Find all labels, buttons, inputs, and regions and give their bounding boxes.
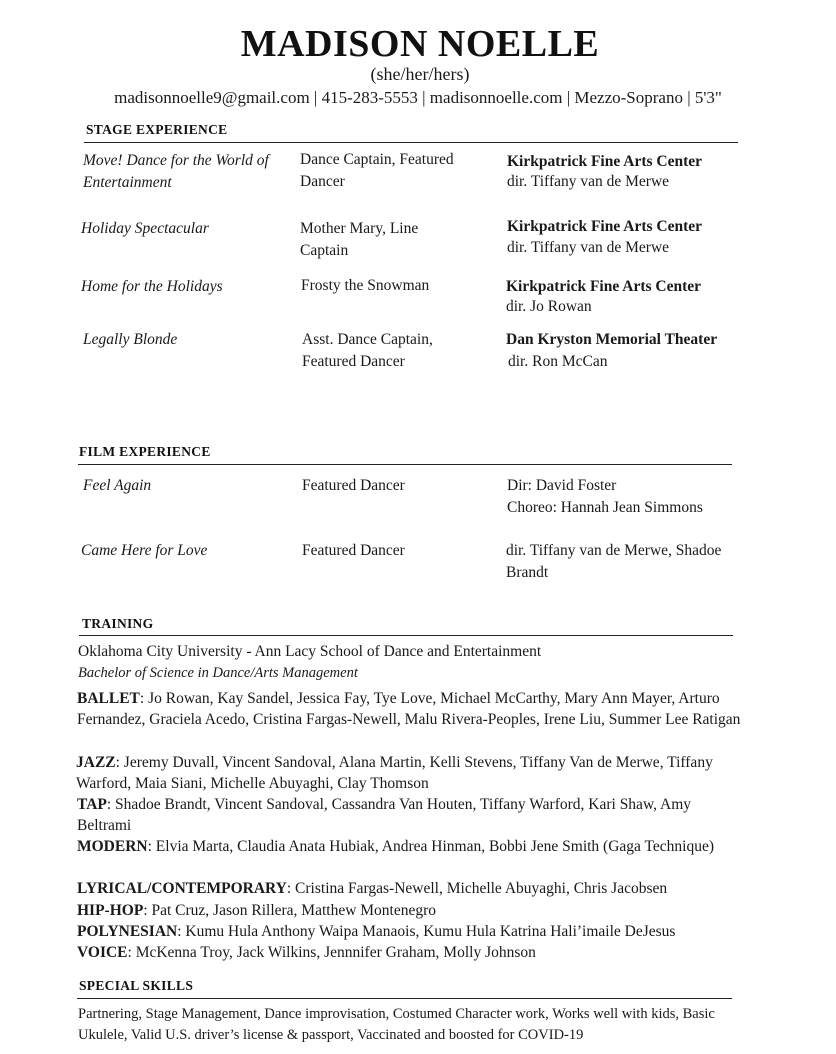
pronouns: (she/her/hers) [370, 64, 470, 84]
role: Dance Captain, Featured Dancer [300, 151, 454, 190]
teachers: : Pat Cruz, Jason Rillera, Matthew Montenegro [143, 902, 437, 919]
role: Asst. Dance Captain, Featured Dancer [302, 331, 433, 370]
director: dir. Jo Rowan [506, 298, 592, 315]
production-title: Home for the Holidays [81, 278, 223, 295]
training-divider [79, 635, 733, 636]
style-label: LYRICAL/CONTEMPORARY [77, 880, 287, 897]
choreographer: Choreo: Hannah Jean Simmons [507, 499, 703, 516]
style-label: VOICE [77, 944, 128, 961]
role: Mother Mary, Line Captain [300, 220, 419, 259]
film-title: Feel Again [83, 477, 152, 494]
role: Featured Dancer [302, 542, 405, 559]
training-heading: TRAINING [82, 616, 154, 631]
training-style [77, 878, 742, 899]
resume-name: MADISON NOELLE [240, 23, 600, 65]
degree: Bachelor of Science in Dance/Arts Management [78, 665, 358, 681]
venue: Kirkpatrick Fine Arts Center [507, 218, 703, 235]
training-style [77, 794, 742, 836]
style-label: POLYNESIAN [77, 923, 178, 940]
style-label: BALLET [77, 690, 140, 707]
director: Dir: David Foster [507, 477, 617, 494]
training-style [76, 752, 741, 794]
skills-divider [77, 998, 732, 999]
venue: Kirkpatrick Fine Arts Center [507, 153, 703, 170]
director: dir. Tiffany van de Merwe [507, 239, 670, 256]
director: dir. Ron McCan [508, 353, 608, 370]
film-title: Came Here for Love [81, 542, 208, 559]
style-label: MODERN [77, 838, 148, 855]
special-skills-heading: SPECIAL SKILLS [79, 978, 194, 993]
training-style [77, 921, 742, 942]
role: Featured Dancer [302, 477, 405, 494]
training-style [77, 688, 742, 730]
director: dir. Tiffany van de Merwe [507, 173, 670, 190]
venue: Dan Kryston Memorial Theater [506, 331, 718, 348]
style-label: HIP-HOP [77, 902, 144, 919]
teachers: : Kumu Hula Anthony Waipa Manaois, Kumu Hula Katrina Hali’imaile DeJesus [177, 923, 676, 940]
contact-line: madisonnoelle9@gmail.com | 415-283-5553 | madisonnoelle.com | Mezzo-Soprano | 5'3" [114, 88, 722, 107]
teachers: : McKenna Troy, Jack Wilkins, Jennnifer Graham, Molly Johnson [127, 944, 536, 961]
style-label: JAZZ [76, 754, 116, 771]
style-label: TAP [77, 796, 107, 813]
film-divider [78, 464, 732, 465]
film-experience-heading: FILM EXPERIENCE [79, 444, 211, 459]
training-style [77, 900, 742, 921]
teachers: : Jo Rowan, Kay Sandel, Jessica Fay, Tye Love, Michael McCarthy, Mary Ann Mayer, Arturo Fernandez, Graciela Acedo, Cristina Fargas-Newell, Malu Rivera-Peoples, Irene Liu, Summer Lee Ratigan [77, 690, 741, 728]
teachers: : Jeremy Duvall, Vincent Sandoval, Alana Martin, Kelli Stevens, Tiffany Van de Merwe, Tiffany Warford, Maia Siani, Michelle Abuyaghi, Clay Thomson [76, 754, 713, 792]
training-style [77, 942, 742, 963]
production-title: Holiday Spectacular [81, 220, 209, 237]
stage-experience-heading: STAGE EXPERIENCE [86, 122, 228, 137]
stage-divider [84, 142, 738, 143]
production-title: Move! Dance for the World of Entertainment [83, 152, 269, 191]
school-name: Oklahoma City University - Ann Lacy School of Dance and Entertainment [78, 643, 542, 660]
training-style [77, 836, 742, 857]
director: dir. Tiffany van de Merwe, Shadoe Brandt [506, 542, 722, 581]
teachers: : Elvia Marta, Claudia Anata Hubiak, Andrea Hinman, Bobbi Jene Smith (Gaga Technique) [147, 838, 715, 855]
venue: Kirkpatrick Fine Arts Center [506, 278, 702, 295]
special-skills-text: Partnering, Stage Management, Dance improvisation, Costumed Character work, Works well with kids, Basic Ukulele, Valid U.S. driver’s license & passport, Vaccinated and boosted for COVID-19 [78, 1006, 715, 1043]
role: Frosty the Snowman [301, 277, 430, 294]
production-title: Legally Blonde [83, 331, 178, 348]
teachers: : Cristina Fargas-Newell, Michelle Abuyaghi, Chris Jacobsen [286, 880, 668, 897]
teachers: : Shadoe Brandt, Vincent Sandoval, Cassandra Van Houten, Tiffany Warford, Kari Shaw, Amy Beltrami [77, 796, 692, 834]
